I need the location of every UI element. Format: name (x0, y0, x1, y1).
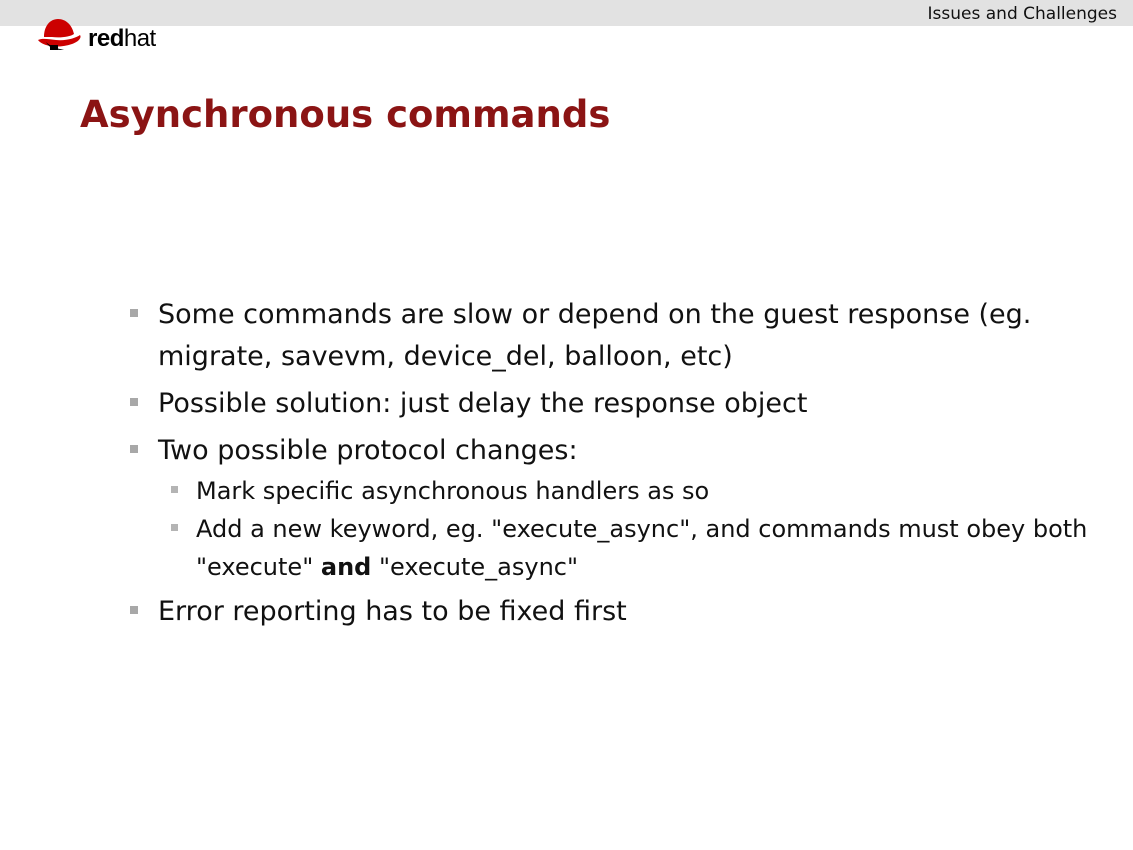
list-item-text: Possible solution: just delay the response object (158, 388, 808, 419)
sub-list-item (158, 510, 1088, 586)
slide-title: Asynchronous commands (80, 93, 611, 136)
slide-content (128, 294, 1088, 638)
list-item (128, 591, 1088, 633)
list-item-text: Two possible protocol changes: (158, 435, 578, 466)
sub-list-item (158, 472, 1088, 510)
redhat-logo (36, 14, 156, 54)
square-bullet-icon (130, 606, 138, 614)
square-bullet-icon (171, 524, 178, 531)
list-item (128, 383, 1088, 425)
redhat-wordmark: redhat (88, 25, 156, 52)
bullet-list (128, 294, 1088, 633)
sub-list-item-text: Mark specific asynchronous handlers as so (196, 477, 710, 505)
square-bullet-icon (171, 486, 178, 493)
section-title: Issues and Challenges (927, 4, 1117, 24)
square-bullet-icon (130, 398, 138, 406)
sub-list-item-text: Add a new keyword, eg. "execute_async", and commands must obey both "execute" and "execute_async" (196, 515, 1088, 581)
square-bullet-icon (130, 445, 138, 453)
emphasis-text: and (320, 553, 372, 581)
list-item-text: Error reporting has to be fixed first (158, 596, 627, 627)
redhat-shadowman-icon (36, 16, 84, 52)
square-bullet-icon (130, 309, 138, 317)
list-item (128, 430, 1088, 586)
sub-bullet-list (158, 472, 1088, 586)
list-item (128, 294, 1088, 378)
header-bar (0, 0, 1133, 26)
list-item-text: Some commands are slow or depend on the guest response (eg. migrate, savevm, device_del, balloon, etc) (158, 299, 1032, 372)
